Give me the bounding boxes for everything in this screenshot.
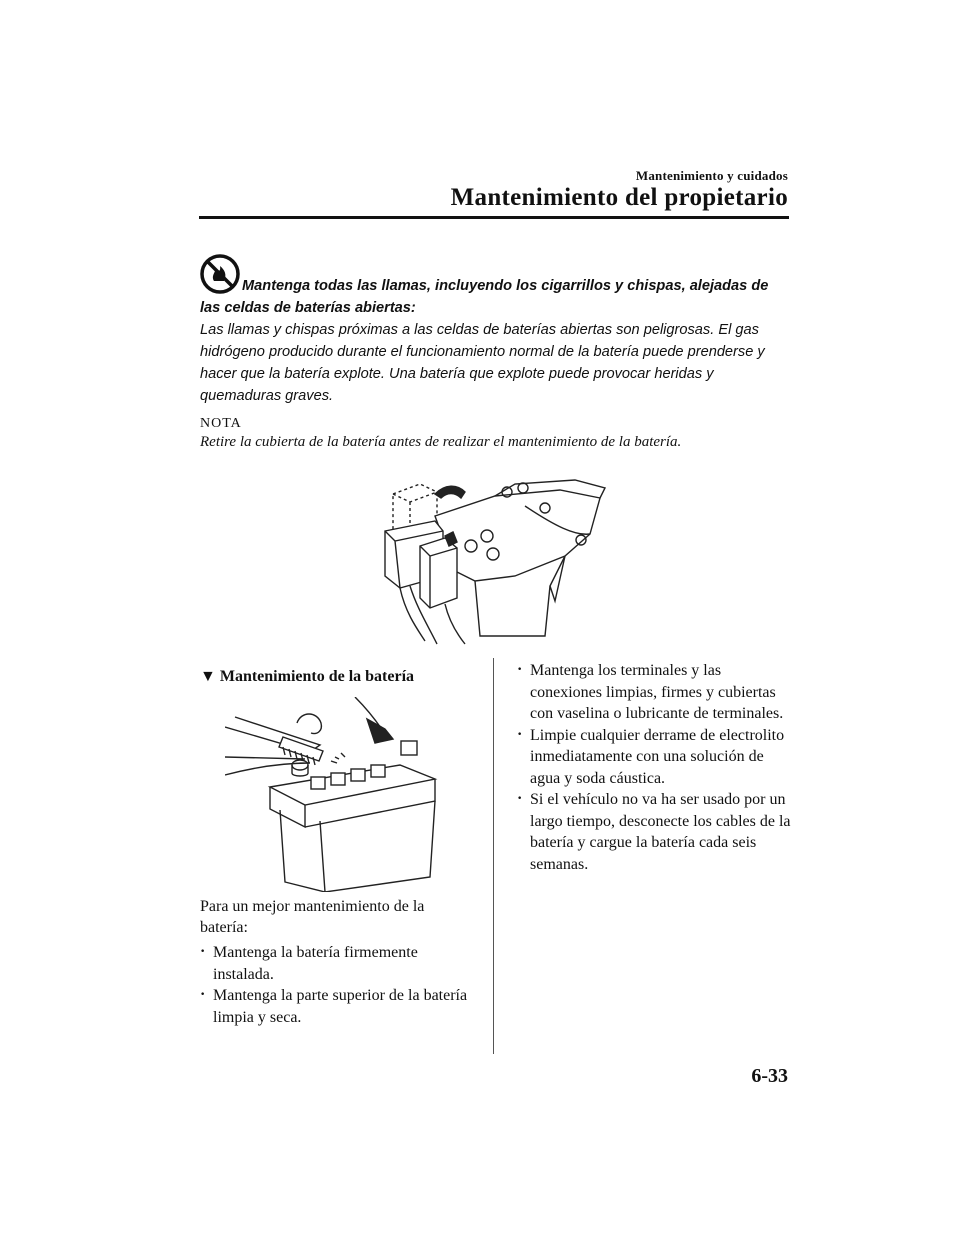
section-subtitle: Mantenimiento y cuidados (635, 168, 788, 183)
battery-tips-right (517, 660, 792, 875)
battery-maintenance-heading: ▼ Mantenimiento de la batería (200, 668, 415, 685)
header-rule (199, 216, 789, 219)
battery-cleaning-illustration (225, 697, 470, 892)
no-flames-icon (200, 254, 240, 294)
warning-block (200, 254, 790, 407)
list-item: · Mantenga los terminales y las conexiones limpias, firmes y cubiertas con vaselina o lubricante de terminales. (517, 660, 792, 725)
list-item: · Mantenga la batería firmemente instalada. (200, 942, 475, 985)
list-item: · Si el vehículo no va ha ser usado por un largo tiempo, desconecte los cables de la batería y cargue la batería cada seis semanas. (517, 789, 792, 875)
note-text: Retire la cubierta de la batería antes de realizar el mantenimiento de la batería. (200, 434, 682, 450)
page-number: 6-33 (751, 1065, 788, 1087)
list-item: · Limpie cualquier derrame de electrolito inmediatamente con una solución de agua y soda cáustica. (517, 725, 792, 790)
warning-title: Mantenga todas las llamas, incluyendo los cigarrillos y chispas, alejadas de las celdas de baterías abiertas: (200, 278, 769, 316)
note-heading: NOTA (200, 416, 242, 431)
page-title: Mantenimiento del propietario (450, 184, 788, 211)
battery-cover-illustration (375, 476, 615, 646)
battery-tips-left (200, 942, 475, 1028)
battery-intro: Para un mejor mantenimiento de la batería: (200, 898, 425, 936)
list-item: · Mantenga la parte superior de la batería limpia y seca. (200, 985, 475, 1028)
warning-body: Las llamas y chispas próximas a las celdas de baterías abiertas son peligrosas. El gas hidrógeno producido durante el funcionamiento normal de la batería puede prenderse y hacer que la batería explote. Una batería que explote puede provocar heridas y quemaduras graves. (200, 322, 765, 404)
column-divider (493, 658, 494, 1054)
